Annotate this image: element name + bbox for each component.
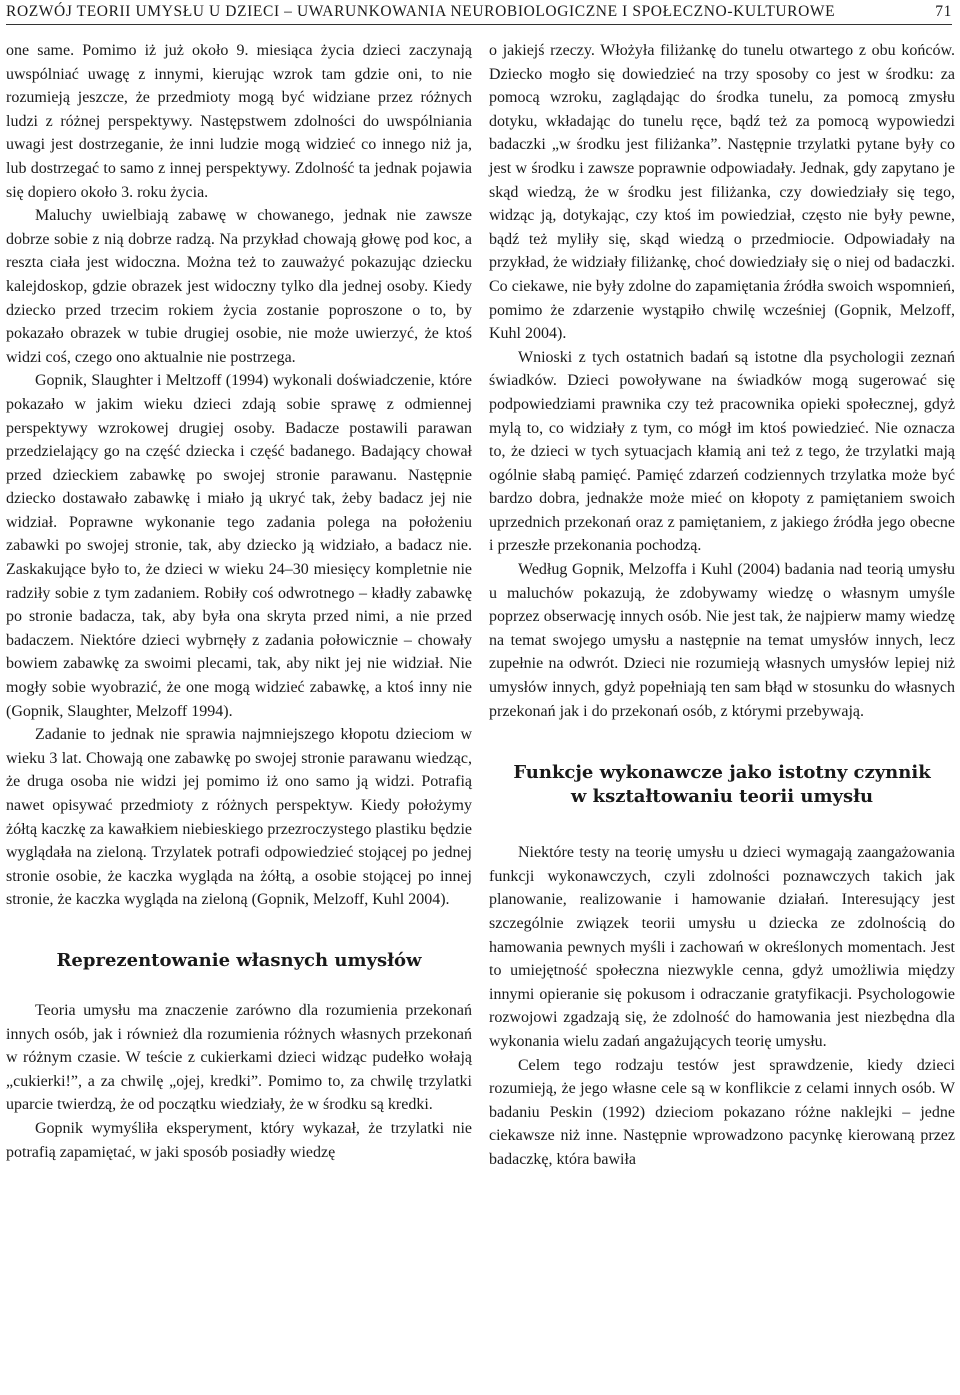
left-column [6,39,472,1164]
right-column [489,39,955,1172]
section-heading [489,761,955,809]
section-heading-line2: w kształtowaniu teorii umysłu [570,786,874,808]
section-heading-line1: Funkcje wykonawcze jako istotny czynnik [513,762,931,784]
paragraph: Gopnik, Slaughter i Meltzoff (1994) wykonali doświadczenie, które pokazało w jakim wieku dzieci zdają sobie sprawę z odmiennej perspektywy wzrokowej drugiej osoby. Badacze postawili parawan przedzielający go na część dziecka i część badanego. Badający chował przed dzieckiem zabawkę po swojej stronie parawanu. Następnie dziecko dostawało zabawkę i miało ją ukryć tak, żeby badacz jej nie widział. Poprawne wykonanie tego zadania polega na położeniu zabawki po swojej stronie, tak, aby dziecko ją widziało, a badacz nie. Zaskakujące było to, że dzieci w wieku 24–30 miesięcy kompletnie nie radziły sobie z tym zadaniem. Robiły coś odwrotnego – kładły zabawkę po stronie badacza, tak, aby była ona skryta przed nimi, a nie przed badaczem. Niektóre dzieci wybrnęły z zadania połowicznie – chowały bowiem zabawkę za swoimi plecami, tak, aby nikt jej nie widział. Nie mogły sobie wyobrazić, że one mogą widzieć zabawkę, a ktoś inny nie (Gopnik, Slaughter, Melzoff 1994). [6,372,472,720]
paragraph: Zadanie to jednak nie sprawia najmniejszego kłopotu dzieciom w wieku 3 lat. Chowają one zabawkę po swojej stronie parawanu wiedząc, że druga osoba nie widzi jej pomimo iż ono samo ją widzi. Potrafią nawet opisywać przedmioty z różnych perspektyw. Kiedy położymy żółtą kaczkę za kawałkiem niebieskiego przezroczystego plastiku będzie wyglądała na zieloną. Trzylatek potrafi odpowiedzieć stojącej po jednej stronie osobie, że kaczka wygląda na żółtą, a osobie stojącej po innej stronie, że kaczka wygląda na zieloną (Gopnik, Melzoff, Kuhl 2004). [6,726,472,909]
running-title: ROZWÓJ TEORII UMYSŁU U DZIECI – UWARUNKOWANIA NEUROBIOLOGICZNE I SPOŁECZNO-KULTUROWE [6,3,836,20]
paragraph: Gopnik wymyśliła eksperyment, który wykazał, że trzylatki nie potrafią zapamiętać, w jaki sposób posiadły wiedzę [6,1119,472,1161]
paragraph: Celem tego rodzaju testów jest sprawdzenie, kiedy dzieci rozumieją, że jego własne cele są w konflikcie z celami innych osób. W badaniu Peskin (1992) dzieciom pokazano różne naklejki – jedne ciekawsze niż inne. Następnie wprowadzono pacynkę kierowaną przez badaczkę, która bawiła [489,1056,955,1168]
section-heading: Reprezentowanie własnych umysłów [56,949,422,971]
paragraph: o jakiejś rzeczy. Włożyła filiżankę do tunelu otwartego z obu końców. Dziecko mogło się dowiedzieć na trzy sposoby co jest w środku: za pomocą wzroku, zaglądając do środka tunelu, za pomocą zmysłu dotyku, wkładając do tunelu ręce, bądź też za pomocą wypowiedzi badaczki „w środku jest filiżanka”. Następnie trzylatki pytane były co jest w środku i zawsze poprawnie odpowiadały. Jednak, gdy zapytano je skąd wiedzą, że w środku jest filiżanka, czy dowiedziały się tego, widząc ją, dotykając, czy ktoś im powiedział, często nie były pewne, bądź też myliły się, skąd wiedzą o przedmiocie. Odpowiadały na przykład, że widziały filiżankę, choć dowiedziały się o niej od badaczki. Co ciekawe, nie były zdolne do zapamiętania źródła swoich wspomnień, pomimo że zdarzenie wystąpiło chwilę wcześniej (Gopnik, Melzoff, Kuhl 2004). [489,42,955,343]
paragraph: Wnioski z tych ostatnich badań są istotne dla psychologii zeznań świadków. Dzieci powoływane na świadków mogą sugerować się podpowiedziami prawnika czy też pracownika opieki społecznej, gdyż mylą to, co widziały z tym, co mógł im ktoś powiedzieć. Nie oznacza to, że dzieci w tych sytuacjach kłamią ani też z tego, że trzylatki mają ogólnie słabą pamięć. Pamięć zdarzeń codziennych trzylatka może być bardzo dobra, jednakże może mieć on kłopoty z pamiętaniem swoich uprzednich przekonań oraz z pamiętaniem, z jakiego źródła jego obecne i przeszłe przekonania pochodzą. [489,348,955,555]
running-header [6,3,952,25]
paragraph: Według Gopnik, Melzoffa i Kuhl (2004) badania nad teorią umysłu u maluchów pokazują, że zdobywamy wiedzę o własnym umyśle poprzez obserwację innych osób. Nie jest tak, że najpierw mamy wiedzę na temat swojego umysłu a następnie na temat umysłów innych, lecz zupełnie na odwrót. Dzieci nie rozumieją własnych umysłów lepiej niż umysłów innych, gdyż popełniają ten sam błąd w stosunku do własnych przekonań jak i do przekonań osób, z którymi przebywają. [489,561,955,720]
paragraph: Niektóre testy na teorię umysłu u dzieci wymagają zaangażowania funkcji wykonawczych, czyli zdolności poznawczych takich jak planowanie, realizowanie i hamowanie działań. Interesujący jest szczególnie związek teorii umysłu u dziecka ze zdolnością do hamowania pewnych myśli i zachowań w określonych momentach. Jest to umiejętność społeczna niezwykle cenna, gdyż umożliwia między innymi opieranie się pokusom i odraczanie gratyfikacji. Psychologowie rozwojowi zgadzają się, że zdolność do hamowania jest niezbędna dla wykonania wielu zadań angażujących teorię umysłu. [489,844,955,1050]
header-rule [6,24,952,25]
paragraph: Teoria umysłu ma znaczenie zarówno dla rozumienia przekonań innych osób, jak i również dla rozumienia różnych własnych przekonań w różnym czasie. W teście z cukierkami dzieci widząc pudełko wołają „cukierki!”, a za chwilę „ojej, kredki”. Pomimo to, za chwilę trzylatki uparcie twierdzą, że od początku wiedziały, że w środku są kredki. [6,1001,472,1114]
paragraph: one same. Pomimo iż już około 9. miesiąca życia dzieci zaczynają uwspólniać uwagę z innymi, kierując wzrok tam gdzie oni, to nie rozumieją jeszcze, że przedmioty mogą być widziane przez różnych ludzi z różnej perspektywy. Następstwem zdolności do uwspólniania uwagi jest dostrzeganie, że inni ludzie mogą widzieć co innego niż ja, lub dostrzegać to samo z innej perspektywy. Zdolność ta jednak pojawia się dopiero około 3. roku życia. [6,42,472,201]
paragraph: Maluchy uwielbiają zabawę w chowanego, jednak nie zawsze dobrze sobie z nią dobrze radzą. Na przykład chowają głowę pod koc, a reszta ciała jest widoczna. Można też to zauważyć pokazując dziecku kalejdoskop, gdzie obrazek jest widoczny tylko dla jednej osoby. Kiedy dziecko przed trzecim rokiem życia zostanie poproszone o to, by pokazało obrazek w tubie drugiej osobie, nie może uwierzyć, że ktoś widzi coś, czego ono aktualnie nie postrzega. [6,207,472,366]
page-number: 71 [935,3,952,20]
